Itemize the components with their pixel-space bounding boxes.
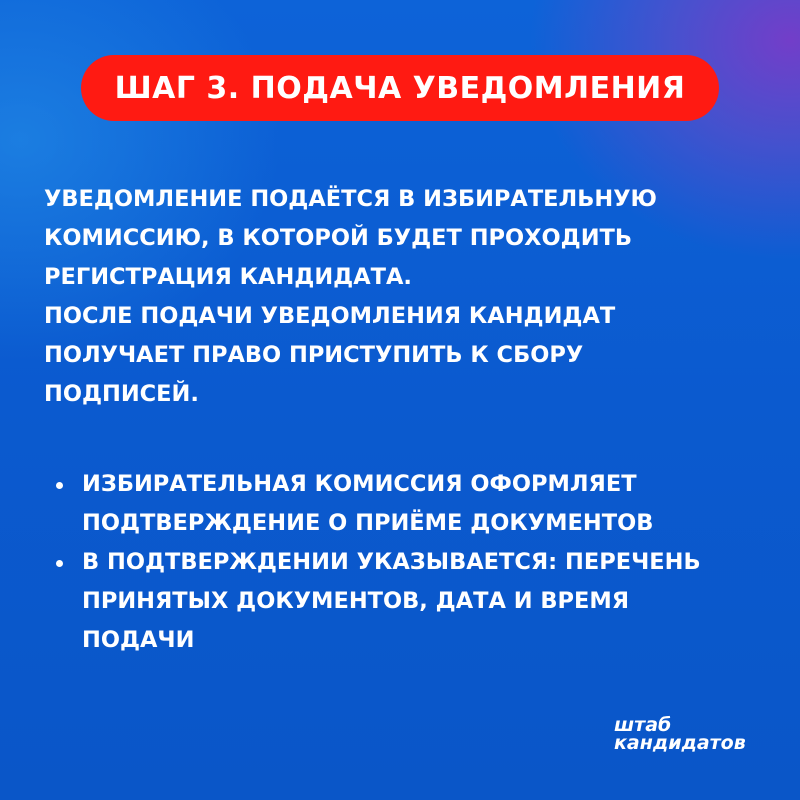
bullet-2-line-2: ПРИНЯТЫХ ДОКУМЕНТОВ, ДАТА И ВРЕМЯ	[82, 588, 630, 614]
bullet-dot-icon	[56, 482, 63, 489]
paragraph-1-line-3: РЕГИСТРАЦИЯ КАНДИДАТА.	[44, 264, 412, 290]
logo-line-2: кандидатов	[614, 732, 746, 754]
list-item	[56, 465, 776, 543]
paragraph-2	[44, 297, 764, 414]
logo-line-1: штаб	[614, 714, 672, 736]
bullet-1-line-1: ИЗБИРАТЕЛЬНАЯ КОМИССИЯ ОФОРМЛЯЕТ	[82, 471, 637, 497]
title-banner	[81, 55, 719, 121]
list-item	[56, 543, 776, 660]
paragraph-1	[44, 180, 764, 297]
paragraph-1-line-2: КОМИССИЮ, В КОТОРОЙ БУДЕТ ПРОХОДИТЬ	[44, 225, 633, 251]
intro-text	[44, 180, 764, 414]
paragraph-2-line-1: ПОСЛЕ ПОДАЧИ УВЕДОМЛЕНИЯ КАНДИДАТ	[44, 303, 616, 329]
page-title: ШАГ 3. ПОДАЧА УВЕДОМЛЕНИЯ	[114, 70, 686, 106]
bullet-dot-icon	[56, 560, 63, 567]
paragraph-2-line-2: ПОЛУЧАЕТ ПРАВО ПРИСТУПИТЬ К СБОРУ	[44, 342, 584, 368]
brand-logo	[614, 716, 746, 752]
bullet-list	[56, 465, 776, 660]
bullet-2-line-1: В ПОДТВЕРЖДЕНИИ УКАЗЫВАЕТСЯ: ПЕРЕЧЕНЬ	[82, 549, 701, 575]
paragraph-1-line-1: УВЕДОМЛЕНИЕ ПОДАЁТСЯ В ИЗБИРАТЕЛЬНУЮ	[44, 186, 657, 212]
paragraph-2-line-3: ПОДПИСЕЙ.	[44, 381, 199, 407]
bullet-1-line-2: ПОДТВЕРЖДЕНИЕ О ПРИЁМЕ ДОКУМЕНТОВ	[82, 510, 654, 536]
bullet-2-line-3: ПОДАЧИ	[82, 627, 195, 653]
